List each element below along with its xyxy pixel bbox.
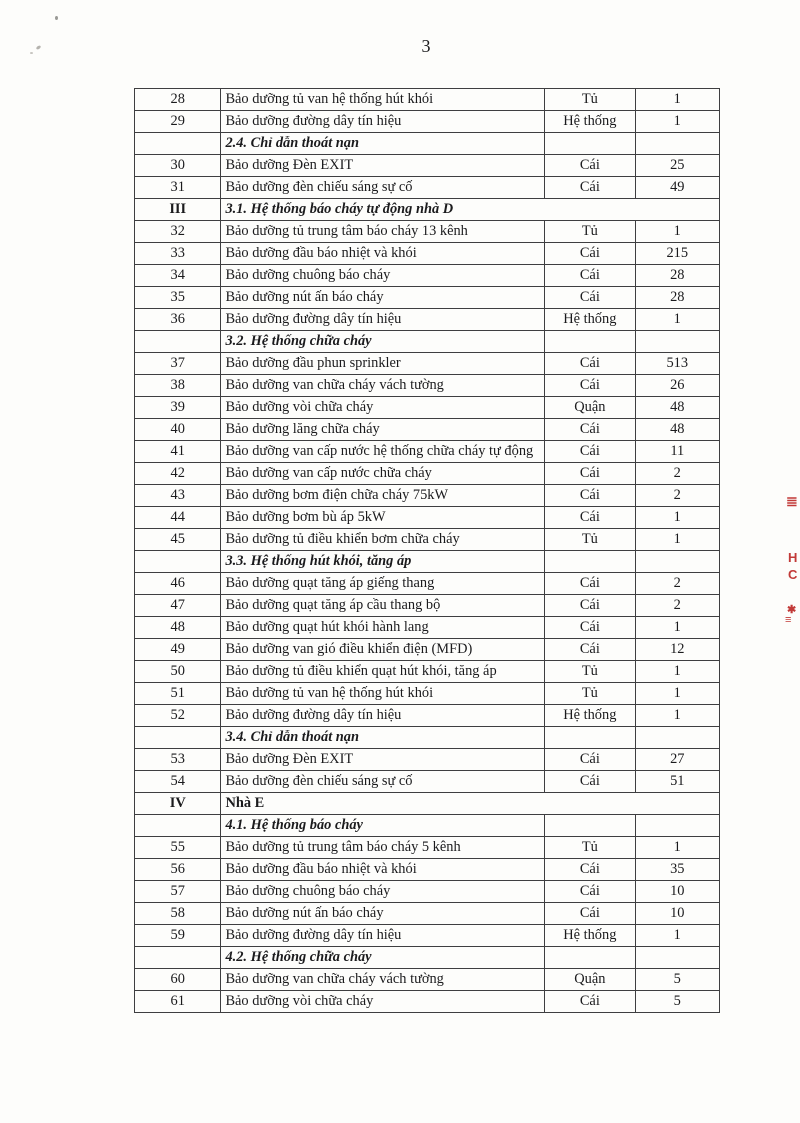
- table-row: [135, 793, 720, 815]
- unit-cell: Hệ thống: [545, 925, 635, 947]
- row-number-cell: 51: [135, 683, 221, 705]
- table-row: [135, 595, 720, 617]
- quantity-cell: 1: [635, 925, 719, 947]
- description-cell: Bảo dưỡng đầu báo nhiệt và khói: [221, 243, 545, 265]
- table-row: [135, 199, 720, 221]
- unit-cell: [545, 727, 635, 749]
- table-row: [135, 287, 720, 309]
- row-number-cell: 40: [135, 419, 221, 441]
- table-row: [135, 265, 720, 287]
- quantity-cell: 1: [635, 89, 719, 111]
- row-number-cell: 28: [135, 89, 221, 111]
- row-number-cell: [135, 947, 221, 969]
- scan-speck: [30, 52, 33, 54]
- row-number-cell: [135, 727, 221, 749]
- row-number-cell: [135, 551, 221, 573]
- unit-cell: Cái: [545, 177, 635, 199]
- section-title-cell: 3.3. Hệ thống hút khói, tăng áp: [221, 551, 545, 573]
- unit-cell: Cái: [545, 265, 635, 287]
- unit-cell: Cái: [545, 617, 635, 639]
- table-row: [135, 243, 720, 265]
- description-cell: Bảo dưỡng nút ấn báo cháy: [221, 903, 545, 925]
- quantity-cell: 35: [635, 859, 719, 881]
- unit-cell: [545, 331, 635, 353]
- description-cell: Bảo dưỡng lăng chữa cháy: [221, 419, 545, 441]
- unit-cell: Cái: [545, 243, 635, 265]
- table-row: [135, 309, 720, 331]
- table-row: [135, 573, 720, 595]
- row-number-cell: 35: [135, 287, 221, 309]
- quantity-cell: 1: [635, 309, 719, 331]
- unit-cell: [545, 133, 635, 155]
- table-row: [135, 375, 720, 397]
- description-cell: Bảo dưỡng van gió điều khiển điện (MFD): [221, 639, 545, 661]
- description-cell: Bảo dưỡng bơm bù áp 5kW: [221, 507, 545, 529]
- unit-cell: Cái: [545, 639, 635, 661]
- scan-speck: [36, 45, 42, 50]
- row-number-cell: 32: [135, 221, 221, 243]
- table-row: [135, 353, 720, 375]
- row-number-cell: 61: [135, 991, 221, 1013]
- row-number-cell: 49: [135, 639, 221, 661]
- quantity-cell: 1: [635, 111, 719, 133]
- description-cell: Bảo dưỡng tủ van hệ thống hút khói: [221, 89, 545, 111]
- table-row: [135, 661, 720, 683]
- quantity-cell: 1: [635, 661, 719, 683]
- row-number-cell: 39: [135, 397, 221, 419]
- description-cell: Bảo dưỡng đèn chiếu sáng sự cố: [221, 177, 545, 199]
- unit-cell: Tủ: [545, 683, 635, 705]
- quantity-cell: [635, 947, 719, 969]
- unit-cell: Tủ: [545, 837, 635, 859]
- quantity-cell: 27: [635, 749, 719, 771]
- description-cell: Bảo dưỡng Đèn EXIT: [221, 749, 545, 771]
- unit-cell: Cái: [545, 287, 635, 309]
- unit-cell: Cái: [545, 353, 635, 375]
- row-number-cell: 44: [135, 507, 221, 529]
- table-row: [135, 947, 720, 969]
- quantity-cell: 12: [635, 639, 719, 661]
- unit-cell: [545, 815, 635, 837]
- table-row: [135, 529, 720, 551]
- description-cell: Bảo dưỡng bơm điện chữa cháy 75kW: [221, 485, 545, 507]
- table-row: [135, 617, 720, 639]
- quantity-cell: 28: [635, 265, 719, 287]
- quantity-cell: 26: [635, 375, 719, 397]
- description-cell: Bảo dưỡng đường dây tín hiệu: [221, 111, 545, 133]
- row-number-cell: 58: [135, 903, 221, 925]
- table-row: [135, 969, 720, 991]
- unit-cell: Cái: [545, 903, 635, 925]
- unit-cell: Cái: [545, 485, 635, 507]
- description-cell: Bảo dưỡng đường dây tín hiệu: [221, 309, 545, 331]
- quantity-cell: 25: [635, 155, 719, 177]
- row-number-cell: 55: [135, 837, 221, 859]
- row-number-cell: 37: [135, 353, 221, 375]
- quantity-cell: 10: [635, 881, 719, 903]
- unit-cell: Quận: [545, 969, 635, 991]
- section-title-cell: 4.2. Hệ thống chữa cháy: [221, 947, 545, 969]
- description-cell: Bảo dưỡng van chữa cháy vách tường: [221, 375, 545, 397]
- table-row: [135, 639, 720, 661]
- unit-cell: Cái: [545, 573, 635, 595]
- page-number: 3: [421, 36, 431, 56]
- quantity-cell: 49: [635, 177, 719, 199]
- unit-cell: Quận: [545, 397, 635, 419]
- row-number-cell: 41: [135, 441, 221, 463]
- description-cell: Bảo dưỡng tủ điều khiển quạt hút khói, tăng áp: [221, 661, 545, 683]
- table-row: [135, 859, 720, 881]
- row-number-cell: IV: [135, 793, 221, 815]
- table-row: [135, 221, 720, 243]
- row-number-cell: 59: [135, 925, 221, 947]
- row-number-cell: 60: [135, 969, 221, 991]
- row-number-cell: 43: [135, 485, 221, 507]
- quantity-cell: 1: [635, 705, 719, 727]
- description-cell: Bảo dưỡng quạt tăng áp cầu thang bộ: [221, 595, 545, 617]
- unit-cell: Cái: [545, 419, 635, 441]
- description-cell: Bảo dưỡng van cấp nước hệ thống chữa cháy tự động: [221, 441, 545, 463]
- quantity-cell: 5: [635, 991, 719, 1013]
- quantity-cell: 2: [635, 595, 719, 617]
- row-number-cell: 47: [135, 595, 221, 617]
- table-row: [135, 837, 720, 859]
- unit-cell: Cái: [545, 771, 635, 793]
- table-row: [135, 727, 720, 749]
- unit-cell: Cái: [545, 507, 635, 529]
- red-seal-fragment-icon: H: [788, 550, 798, 565]
- quantity-cell: 215: [635, 243, 719, 265]
- table-row: [135, 485, 720, 507]
- table-row: [135, 111, 720, 133]
- row-number-cell: 48: [135, 617, 221, 639]
- unit-cell: Cái: [545, 881, 635, 903]
- row-number-cell: 53: [135, 749, 221, 771]
- red-seal-fragment-icon: ≣: [786, 493, 798, 509]
- description-cell: Bảo dưỡng tủ trung tâm báo cháy 13 kênh: [221, 221, 545, 243]
- table-row: [135, 705, 720, 727]
- quantity-cell: 1: [635, 617, 719, 639]
- table-row: [135, 397, 720, 419]
- description-cell: Bảo dưỡng chuông báo cháy: [221, 881, 545, 903]
- quantity-cell: 10: [635, 903, 719, 925]
- quantity-cell: 28: [635, 287, 719, 309]
- row-number-cell: 50: [135, 661, 221, 683]
- row-number-cell: 52: [135, 705, 221, 727]
- description-cell: Bảo dưỡng tủ trung tâm báo cháy 5 kênh: [221, 837, 545, 859]
- description-cell: Bảo dưỡng quạt tăng áp giếng thang: [221, 573, 545, 595]
- description-cell: Bảo dưỡng đèn chiếu sáng sự cố: [221, 771, 545, 793]
- section-title-cell: 4.1. Hệ thống báo cháy: [221, 815, 545, 837]
- row-number-cell: [135, 331, 221, 353]
- description-cell: Bảo dưỡng đầu phun sprinkler: [221, 353, 545, 375]
- quantity-cell: [635, 727, 719, 749]
- section-title-cell: 3.2. Hệ thống chữa cháy: [221, 331, 545, 353]
- table-row: [135, 903, 720, 925]
- row-number-cell: [135, 815, 221, 837]
- description-cell: Bảo dưỡng Đèn EXIT: [221, 155, 545, 177]
- table-row: [135, 771, 720, 793]
- table-row: [135, 133, 720, 155]
- description-cell: Bảo dưỡng vòi chữa cháy: [221, 991, 545, 1013]
- unit-cell: Hệ thống: [545, 309, 635, 331]
- red-seal-fragment-icon: C: [788, 567, 798, 582]
- section-title-cell: Nhà E: [221, 793, 720, 815]
- unit-cell: Cái: [545, 859, 635, 881]
- quantity-cell: [635, 133, 719, 155]
- row-number-cell: 31: [135, 177, 221, 199]
- row-number-cell: 57: [135, 881, 221, 903]
- description-cell: Bảo dưỡng tủ van hệ thống hút khói: [221, 683, 545, 705]
- unit-cell: Cái: [545, 991, 635, 1013]
- quantity-cell: 1: [635, 221, 719, 243]
- quantity-cell: 1: [635, 837, 719, 859]
- quantity-cell: [635, 331, 719, 353]
- red-seal-fragment-icon: ≡: [785, 614, 792, 626]
- section-title-cell: 3.1. Hệ thống báo cháy tự động nhà D: [221, 199, 720, 221]
- row-number-cell: 42: [135, 463, 221, 485]
- description-cell: Bảo dưỡng đường dây tín hiệu: [221, 925, 545, 947]
- unit-cell: Tủ: [545, 661, 635, 683]
- unit-cell: Tủ: [545, 529, 635, 551]
- quantity-cell: 5: [635, 969, 719, 991]
- unit-cell: Hệ thống: [545, 705, 635, 727]
- table-row: [135, 749, 720, 771]
- quantity-cell: [635, 815, 719, 837]
- table-row: [135, 507, 720, 529]
- description-cell: Bảo dưỡng van chữa cháy vách tường: [221, 969, 545, 991]
- table-row: [135, 881, 720, 903]
- quantity-cell: 11: [635, 441, 719, 463]
- unit-cell: Cái: [545, 749, 635, 771]
- maintenance-table-body: [135, 89, 720, 1013]
- row-number-cell: 34: [135, 265, 221, 287]
- row-number-cell: [135, 133, 221, 155]
- section-title-cell: 2.4. Chỉ dẫn thoát nạn: [221, 133, 545, 155]
- table-row: [135, 155, 720, 177]
- unit-cell: Cái: [545, 595, 635, 617]
- table-row: [135, 463, 720, 485]
- red-seal-fragment-icon: ✱: [787, 604, 797, 616]
- quantity-cell: 51: [635, 771, 719, 793]
- row-number-cell: 33: [135, 243, 221, 265]
- unit-cell: Cái: [545, 375, 635, 397]
- table-row: [135, 925, 720, 947]
- description-cell: Bảo dưỡng nút ấn báo cháy: [221, 287, 545, 309]
- quantity-cell: 1: [635, 529, 719, 551]
- row-number-cell: 46: [135, 573, 221, 595]
- table-row: [135, 331, 720, 353]
- quantity-cell: 48: [635, 419, 719, 441]
- unit-cell: Cái: [545, 441, 635, 463]
- table-row: [135, 815, 720, 837]
- quantity-cell: [635, 551, 719, 573]
- row-number-cell: 30: [135, 155, 221, 177]
- table-row: [135, 683, 720, 705]
- quantity-cell: 48: [635, 397, 719, 419]
- section-title-cell: 3.4. Chỉ dẫn thoát nạn: [221, 727, 545, 749]
- unit-cell: Tủ: [545, 221, 635, 243]
- quantity-cell: 1: [635, 507, 719, 529]
- table-row: [135, 991, 720, 1013]
- table-row: [135, 441, 720, 463]
- description-cell: Bảo dưỡng vòi chữa cháy: [221, 397, 545, 419]
- unit-cell: [545, 551, 635, 573]
- unit-cell: Cái: [545, 463, 635, 485]
- maintenance-table: [134, 88, 720, 1013]
- quantity-cell: 513: [635, 353, 719, 375]
- unit-cell: Tủ: [545, 89, 635, 111]
- description-cell: Bảo dưỡng đường dây tín hiệu: [221, 705, 545, 727]
- scan-speck: [55, 16, 58, 20]
- unit-cell: Hệ thống: [545, 111, 635, 133]
- row-number-cell: 29: [135, 111, 221, 133]
- row-number-cell: 38: [135, 375, 221, 397]
- description-cell: Bảo dưỡng đầu báo nhiệt và khói: [221, 859, 545, 881]
- quantity-cell: 2: [635, 485, 719, 507]
- table-row: [135, 551, 720, 573]
- row-number-cell: 56: [135, 859, 221, 881]
- unit-cell: [545, 947, 635, 969]
- table-row: [135, 419, 720, 441]
- description-cell: Bảo dưỡng quạt hút khói hành lang: [221, 617, 545, 639]
- row-number-cell: 54: [135, 771, 221, 793]
- unit-cell: Cái: [545, 155, 635, 177]
- quantity-cell: 2: [635, 463, 719, 485]
- table-row: [135, 177, 720, 199]
- row-number-cell: 36: [135, 309, 221, 331]
- description-cell: Bảo dưỡng van cấp nước chữa cháy: [221, 463, 545, 485]
- table-row: [135, 89, 720, 111]
- row-number-cell: 45: [135, 529, 221, 551]
- row-number-cell: III: [135, 199, 221, 221]
- quantity-cell: 1: [635, 683, 719, 705]
- quantity-cell: 2: [635, 573, 719, 595]
- description-cell: Bảo dưỡng chuông báo cháy: [221, 265, 545, 287]
- description-cell: Bảo dưỡng tủ điều khiển bơm chữa cháy: [221, 529, 545, 551]
